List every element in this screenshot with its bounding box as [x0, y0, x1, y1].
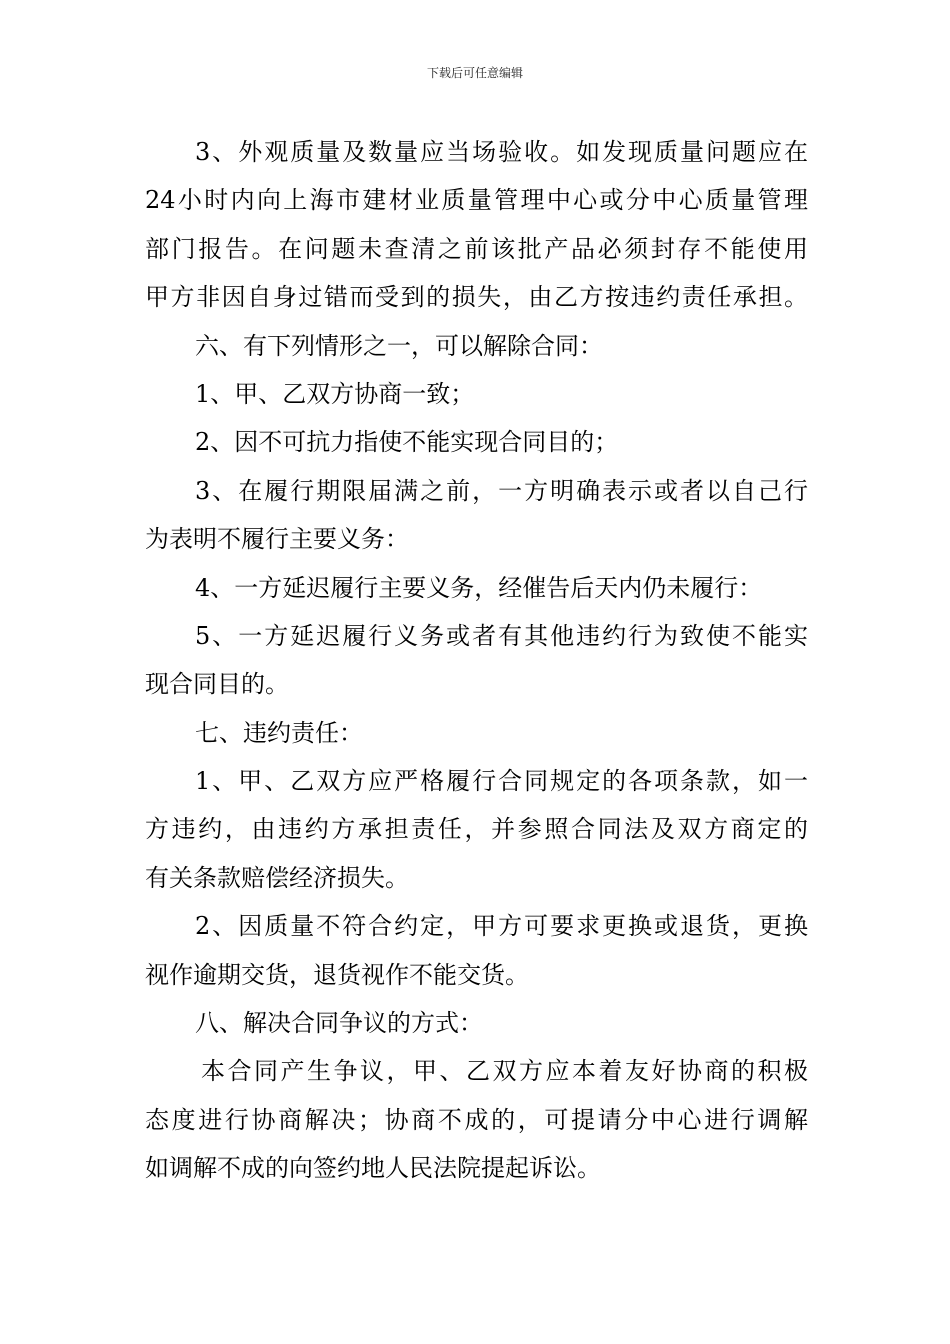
text-line: 甲方非因自身过错而受到的损失，由乙方按违约责任承担。	[145, 283, 808, 312]
text-line: 2、因质量不符合约定，甲方可要求更换或退货，更换	[195, 912, 808, 941]
section-heading: 七、违约责任：	[195, 718, 363, 747]
text-line: 5、一方延迟履行义务或者有其他违约行为致使不能实	[195, 621, 808, 650]
text-line: 如调解不成的向签约地人民法院提起诉讼。	[145, 1154, 601, 1183]
header-note: 下载后可任意编辑	[426, 66, 523, 80]
section-heading: 六、有下列情形之一，可以解除合同：	[195, 331, 603, 360]
text-line: 3、在履行期限届满之前，一方明确表示或者以自己行	[195, 476, 808, 505]
text-line: 本合同产生争议，甲、乙双方应本着友好协商的积极	[201, 1057, 808, 1086]
text-line: 4、一方延迟履行主要义务，经催告后天内仍未履行：	[195, 573, 763, 602]
text-line: 态度进行协商解决；协商不成的，可提请分中心进行调解	[145, 1105, 808, 1134]
text-line: 为表明不履行主要义务：	[145, 525, 409, 554]
text-line: 视作逾期交货，退货视作不能交货。	[145, 960, 529, 989]
text-line: 2、因不可抗力指使不能实现合同目的；	[195, 428, 619, 457]
text-line: 方违约，由违约方承担责任，并参照合同法及双方商定的	[145, 815, 808, 844]
text-line: 1、甲、乙双方协商一致；	[195, 379, 475, 408]
text-line: 部门报告。在问题未查清之前该批产品必须封存不能使用	[145, 234, 808, 263]
text-line: 1、甲、乙双方应严格履行合同规定的各项条款，如一	[195, 767, 808, 796]
text-line: 24小时内向上海市建材业质量管理中心或分中心质量管理	[145, 186, 808, 215]
text-line: 有关条款赔偿经济损失。	[145, 863, 409, 892]
text-line: 3、外观质量及数量应当场验收。如发现质量问题应在	[195, 138, 808, 166]
section-heading: 八、解决合同争议的方式：	[195, 1009, 483, 1038]
text-line: 现合同目的。	[145, 670, 289, 699]
contract-body	[145, 128, 808, 1193]
